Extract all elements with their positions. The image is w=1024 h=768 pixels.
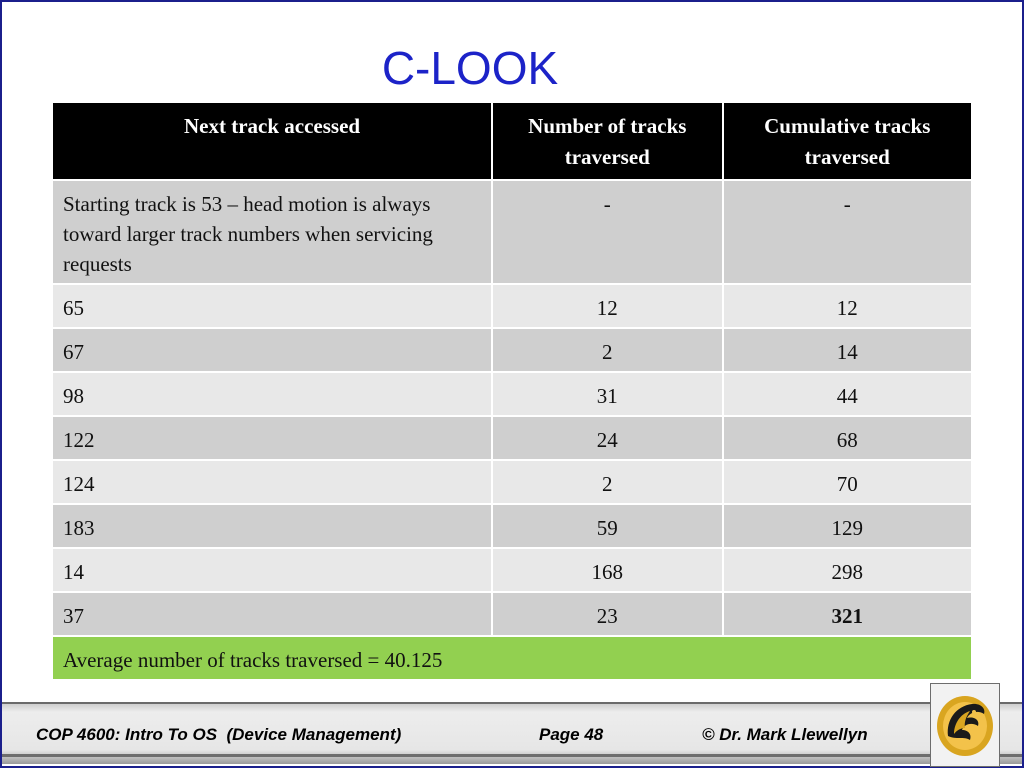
summary-row [52, 636, 972, 680]
footer-page-number: Page 48 [539, 725, 604, 744]
cell-tracks-traversed: - [492, 180, 722, 284]
column-header: Number of tracks traversed [492, 102, 722, 180]
slide-title: C-LOOK [381, 42, 559, 94]
pegasus-logo-icon [934, 690, 996, 760]
cell-tracks-traversed: 59 [492, 504, 722, 548]
average-summary: Average number of tracks traversed = 40.125 [52, 636, 972, 680]
cell-cumulative: 14 [723, 328, 973, 372]
cell-next-track: 98 [52, 372, 492, 416]
cell-cumulative: 129 [723, 504, 973, 548]
footer-divider [2, 754, 1022, 757]
table-row [52, 548, 972, 592]
cell-next-track: 65 [52, 284, 492, 328]
column-header: Cumulative tracks traversed [723, 102, 973, 180]
cell-cumulative-total: 321 [723, 592, 973, 636]
cell-tracks-traversed: 2 [492, 328, 722, 372]
table-row [52, 416, 972, 460]
cell-tracks-traversed: 12 [492, 284, 722, 328]
cell-cumulative: - [723, 180, 973, 284]
cell-next-track: 124 [52, 460, 492, 504]
table-row [52, 460, 972, 504]
cell-tracks-traversed: 31 [492, 372, 722, 416]
cell-next-track: 14 [52, 548, 492, 592]
logo-box [930, 683, 1000, 767]
cell-cumulative: 70 [723, 460, 973, 504]
cell-next-track: Starting track is 53 – head motion is always toward larger track numbers when servicing requests [52, 180, 492, 284]
table-row [52, 372, 972, 416]
footer-course: COP 4600: Intro To OS (Device Management) [36, 725, 402, 744]
table-row [52, 284, 972, 328]
table-row [52, 328, 972, 372]
table-row [52, 180, 972, 284]
cell-cumulative: 12 [723, 284, 973, 328]
cell-next-track: 122 [52, 416, 492, 460]
cell-cumulative: 298 [723, 548, 973, 592]
cell-next-track: 37 [52, 592, 492, 636]
c-look-table [51, 101, 973, 681]
table-row [52, 504, 972, 548]
cell-tracks-traversed: 24 [492, 416, 722, 460]
cell-cumulative: 44 [723, 372, 973, 416]
cell-next-track: 183 [52, 504, 492, 548]
column-header: Next track accessed [52, 102, 492, 180]
cell-next-track: 67 [52, 328, 492, 372]
cell-tracks-traversed: 23 [492, 592, 722, 636]
cell-tracks-traversed: 2 [492, 460, 722, 504]
footer-copyright: © Dr. Mark Llewellyn [702, 725, 868, 744]
cell-tracks-traversed: 168 [492, 548, 722, 592]
table-header-row [52, 102, 972, 180]
table-row [52, 592, 972, 636]
cell-cumulative: 68 [723, 416, 973, 460]
